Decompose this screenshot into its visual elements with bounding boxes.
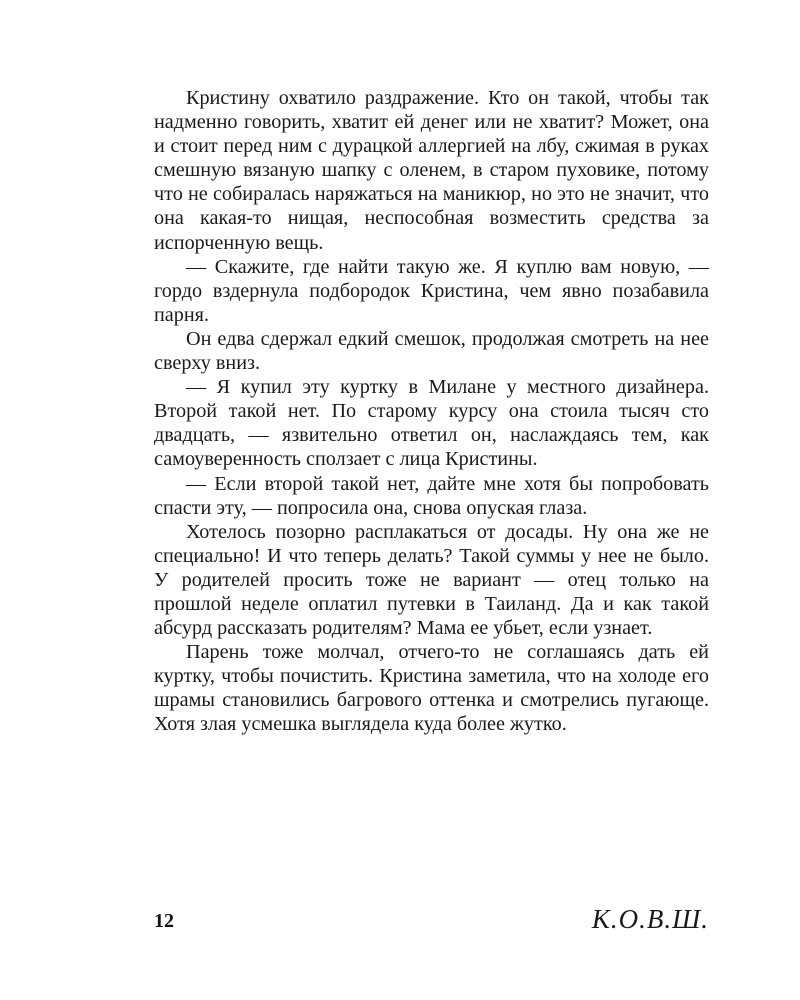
running-footer-author: К.О.В.Ш.	[591, 904, 709, 934]
paragraph-5: — Если второй такой нет, дайте мне хотя бы попробовать спасти эту, — попросила она, снова опуская глаза.	[154, 472, 709, 519]
page-number: 12	[154, 910, 174, 932]
paragraph-7: Парень тоже молчал, отчего-то не соглашаясь дать ей куртку, чтобы почистить. Кристина заметила, что на холоде его шрамы становились багрового оттенка и смотрелись пугающе. Хотя злая усмешка выглядела куда более жутко.	[154, 641, 709, 736]
paragraph-3: Он едва сдержал едкий смешок, продолжая смотреть на нее сверху вниз.	[154, 327, 709, 375]
paragraph-2: — Скажите, где найти такую же. Я куплю вам новую, — гордо вздернула подбородок Кристина, чем явно позабавила парня.	[154, 255, 709, 326]
paragraph-4: — Я купил эту куртку в Милане у местного дизайнера. Второй такой нет. По старому курсу она стоила тысяч сто двадцать, — язвительно ответил он, наслаждаясь тем, как самоуверенность сползает с лица Кристины.	[154, 376, 709, 471]
paragraph-6: Хотелось позорно расплакаться от досады. Ну она же не специально! И что теперь делать? Такой суммы у нее не было. У родителей просить тоже не вариант — отец только на прошлой неделе оплатил путевки в Таиланд. Да и как такой абсурд рассказать родителям? Мама ее убьет, если узнает.	[154, 520, 709, 640]
body-text	[154, 86, 709, 737]
paragraph-1: Кристину охватило раздражение. Кто он такой, чтобы так надменно говорить, хватит ей денег или не хватит? Может, она и стоит перед ним с дурацкой аллергией на лбу, сжимая в руках смешную вязаную шапку с оленем, в старом пуховике, потому что не собиралась наряжаться на маникюр, но это не значит, что она какая-то нищая, неспособная возместить средства за испорченную вещь.	[154, 87, 709, 254]
